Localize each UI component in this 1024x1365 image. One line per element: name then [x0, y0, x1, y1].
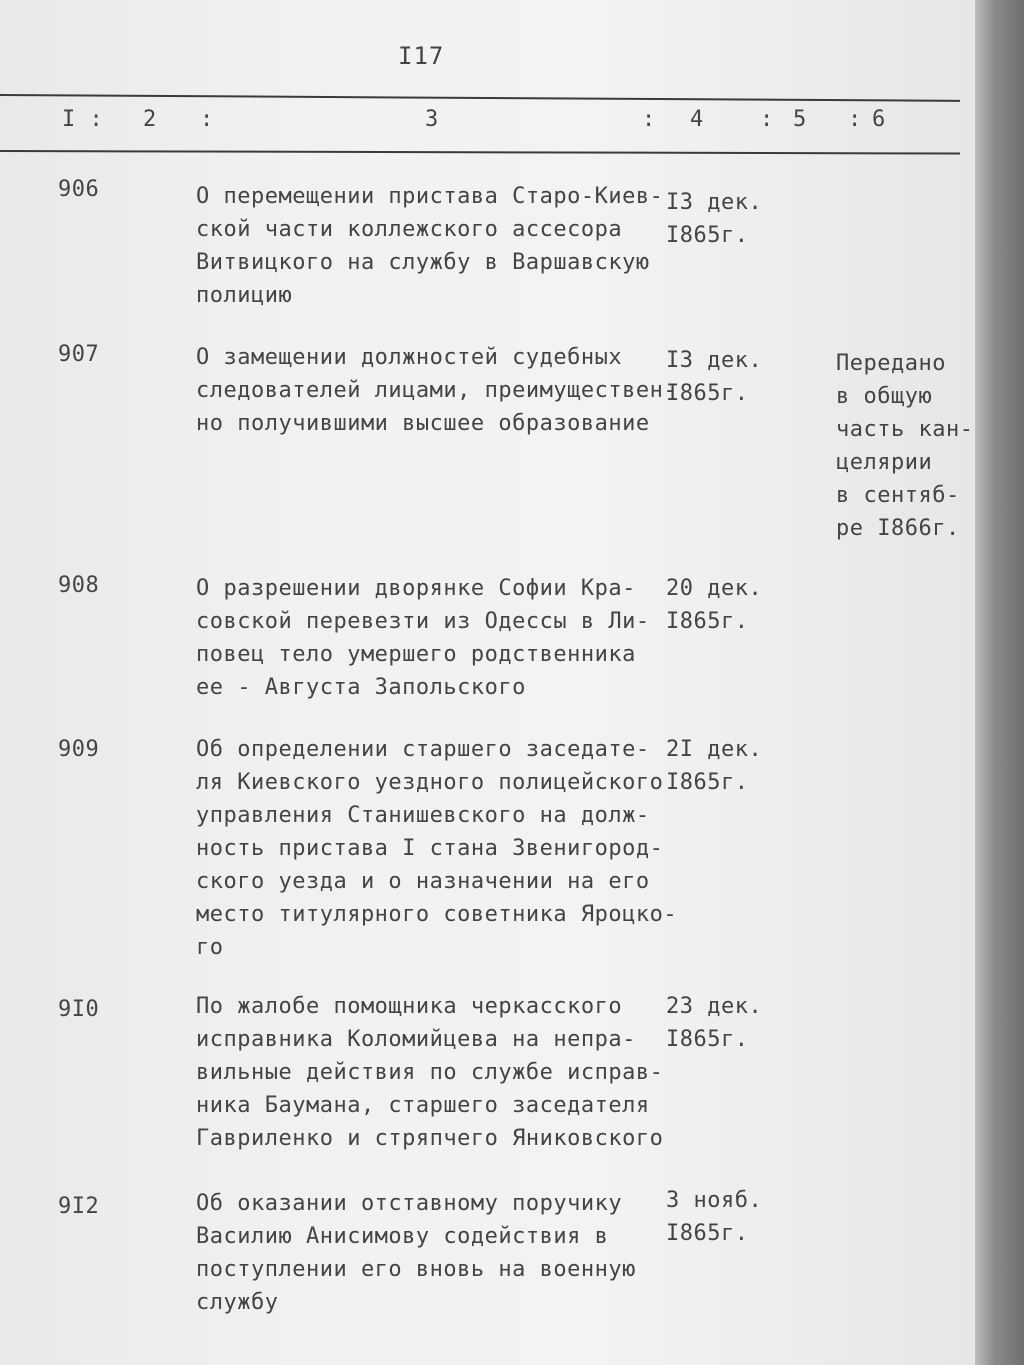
- entry-description-line: следователей лицами, преимуществен-: [196, 378, 678, 403]
- entry-description-line: Гавриленко и стряпчего Яниковского: [196, 1126, 664, 1151]
- entry-note-line: ре I866г.: [836, 516, 960, 541]
- entry-description-line: Василию Анисимову содействия в: [196, 1224, 609, 1249]
- entry-description-line: ее - Августа Запольского: [196, 675, 526, 700]
- entry-number: 907: [58, 342, 100, 367]
- entry-date-line: I865г.: [666, 1221, 749, 1246]
- entry-number: 909: [58, 737, 100, 762]
- entry-note-line: часть кан-: [836, 417, 974, 442]
- column-header-6: 6: [872, 107, 886, 132]
- entry-description-line: го: [196, 935, 224, 960]
- entry-description-line: но получившими высшее образование: [196, 411, 650, 436]
- entry-description-line: О перемещении пристава Старо-Киев-: [196, 184, 664, 209]
- column-separator: :: [760, 107, 774, 132]
- entry-description-line: поступлении его вновь на военную: [196, 1257, 636, 1282]
- entry-description-line: О замещении должностей судебных: [196, 345, 623, 370]
- entry-description-line: ского уезда и о назначении на его: [196, 869, 650, 894]
- entry-date-line: 20 дек.: [666, 576, 763, 601]
- column-header-5: 5: [793, 107, 807, 132]
- entry-number: 9I2: [58, 1194, 100, 1219]
- entry-description-line: ника Баумана, старшего заседателя: [196, 1093, 650, 1118]
- entry-date-line: 3 нояб.: [666, 1188, 763, 1213]
- column-header-4: 4: [690, 107, 704, 132]
- entry-note-line: целярии: [836, 450, 933, 475]
- header-top-rule: [0, 94, 960, 102]
- column-separator: :: [848, 107, 862, 132]
- entry-description-line: управления Станишевского на долж-: [196, 803, 650, 828]
- header-bottom-rule: [0, 150, 960, 155]
- entry-date-line: 23 дек.: [666, 994, 763, 1019]
- entry-description-line: По жалобе помощника черкасского: [196, 994, 623, 1019]
- entry-note-line: Передано: [836, 351, 946, 376]
- entry-date-line: I865г.: [666, 1027, 749, 1052]
- entry-description-line: ской части коллежского ассесора: [196, 217, 623, 242]
- column-separator: :: [642, 107, 656, 132]
- entry-note-line: в общую: [836, 384, 933, 409]
- entry-description-line: ность пристава I стана Звенигород-: [196, 836, 664, 861]
- page-edge-shadow: [975, 0, 1024, 1365]
- entry-description-line: службу: [196, 1290, 279, 1315]
- entry-description-line: ля Киевского уездного полицейского: [196, 770, 664, 795]
- entry-date-line: I865г.: [666, 381, 749, 406]
- entry-description-line: совской перевезти из Одессы в Ли-: [196, 609, 650, 634]
- entry-description-line: исправника Коломийцева на непра-: [196, 1027, 636, 1052]
- entry-date-line: I3 дек.: [666, 348, 763, 373]
- entry-date-line: I865г.: [666, 223, 749, 248]
- column-separator: :: [200, 107, 214, 132]
- entry-number: 906: [58, 177, 100, 202]
- entry-description-line: Об оказании отставному поручику: [196, 1191, 623, 1216]
- entry-date-line: I865г.: [666, 770, 749, 795]
- entry-description-line: О разрешении дворянке Софии Кра-: [196, 576, 636, 601]
- entry-description-line: полицию: [196, 283, 293, 308]
- entry-description-line: вильные действия по службе исправ-: [196, 1060, 664, 1085]
- entry-date-line: I3 дек.: [666, 190, 763, 215]
- entry-number: 9I0: [58, 997, 100, 1022]
- page-number: I17: [398, 42, 445, 70]
- entry-date-line: 2I дек.: [666, 737, 763, 762]
- entry-description-line: место титулярного советника Яроцко-: [196, 902, 678, 927]
- entry-note-line: в сентяб-: [836, 483, 960, 508]
- entry-number: 908: [58, 573, 100, 598]
- column-header-2: 2: [143, 107, 157, 132]
- column-header-3: 3: [425, 107, 439, 132]
- entry-description-line: повец тело умершего родственника: [196, 642, 636, 667]
- column-header-1: I :: [62, 107, 104, 132]
- entry-date-line: I865г.: [666, 609, 749, 634]
- entry-description-line: Об определении старшего заседате-: [196, 737, 650, 762]
- entry-description-line: Витвицкого на службу в Варшавскую: [196, 250, 650, 275]
